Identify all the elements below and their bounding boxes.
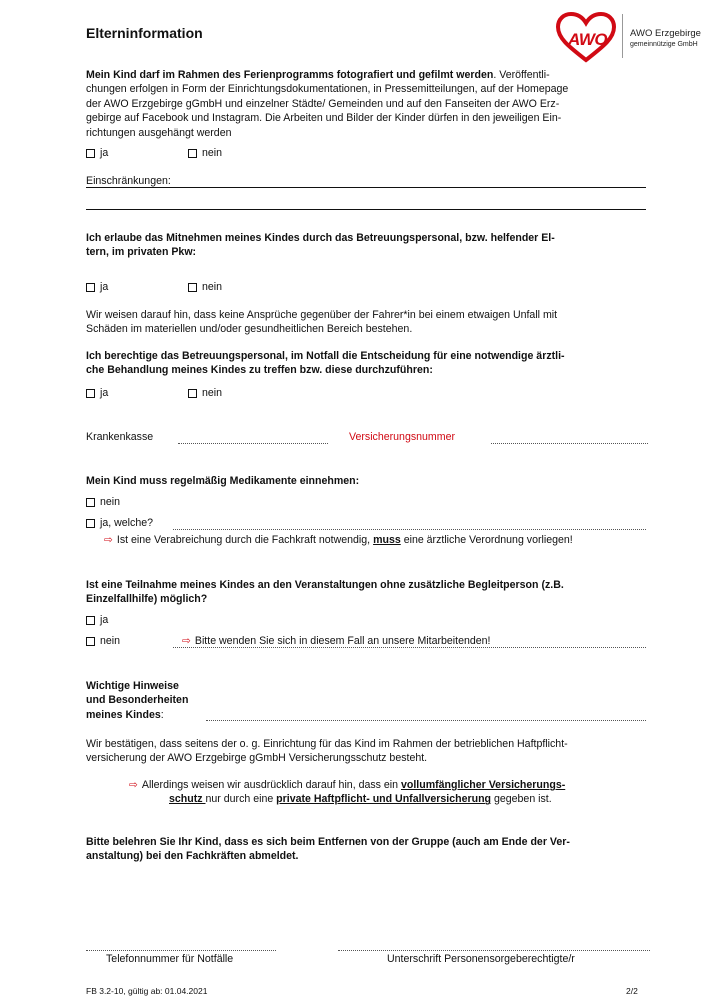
arrow-right-icon: ⇨ [182,635,191,647]
insurance-number-field[interactable] [491,443,648,444]
participation-yes-checkbox[interactable]: ja [86,613,108,627]
photo-consent-heading: Mein Kind darf im Rahmen des Ferienprogramms fotografiert und gefilmt werden [86,69,494,81]
important-notes-field[interactable] [206,720,646,721]
restrictions-line-2[interactable] [86,209,646,210]
org-name: AWO Erzgebirge [630,28,701,39]
medication-heading: Mein Kind muss regelmäßig Medikamente einnehmen: [86,475,360,487]
arrow-right-icon: ⇨ [104,534,113,546]
photo-no-checkbox[interactable]: nein [188,146,222,160]
participation-heading: Ist eine Teilnahme meines Kindes an den Veranstaltungen ohne zusätzliche Begleitperson (z.B. Einzelfallhilfe) möglich? [86,579,564,606]
car-consent-heading: Ich erlaube das Mitnehmen meines Kindes durch das Betreuungspersonal, bzw. helfender El- tern, im privaten Pkw: [86,232,555,259]
car-liability-note: Wir weisen darauf hin, dass keine Ansprüche gegenüber der Fahrer*in bei einem etwaigen Unfall mit Schäden im materiellen und/oder gesundheitlichen Bereich bestehen. [86,309,558,336]
logo-mark: AWO [568,30,608,49]
form-id: FB 3.2-10, gültig ab: 01.04.2021 [86,986,208,996]
arrow-right-icon: ⇨ [129,779,138,791]
participation-contact-note: ⇨ Bitte wenden Sie sich in diesem Fall an unsere Mitarbeitenden! [182,635,491,647]
health-insurance-field[interactable] [178,443,328,444]
car-yes-checkbox[interactable]: ja [86,280,108,294]
guardian-signature-label: Unterschrift Personensorgeberechtigte/r [387,953,575,965]
insurance-number-label: Versicherungsnummer [349,431,455,443]
guardian-signature-field[interactable] [338,950,650,951]
medication-no-checkbox[interactable]: nein [86,495,120,509]
health-insurance-label: Krankenkasse [86,431,154,443]
medication-which-field[interactable] [173,529,646,530]
car-no-checkbox[interactable]: nein [188,280,222,294]
org-type: gemeinnützige GmbH [630,41,698,48]
awo-logo [554,12,704,64]
medical-consent-heading: Ich berechtige das Betreuungspersonal, im Notfall die Entscheidung für eine notwendige ärztli- che Behandlung meines Kindes zu treffen bzw. diese durchzuführen: [86,350,565,377]
medical-no-checkbox[interactable]: nein [188,386,222,400]
restrictions-line-1[interactable] [86,187,646,188]
important-notes-label: Wichtige Hinweise und Besonderheiten meines Kindes: [86,680,189,721]
medication-prescription-note: ⇨ Ist eine Verabreichung durch die Fachkraft notwendig, muss eine ärztliche Verordnung vorliegen! [104,534,573,546]
medical-yes-checkbox[interactable]: ja [86,386,108,400]
photo-consent-text: Mein Kind darf im Rahmen des Ferienprogramms fotografiert und gefilmt werden. Veröffentli- chungen erfolgen in Form der Einrichtungsdokumentationen, in Pressemitteilungen, auf der Homepage der AWO Erzgebirge gGmbH und einzelner Städte/ Gemeinden und auf den Fanseiten der AWO Erz- gebirge auf Facebook und Instagram. Die Arbeiten und Bilder der Kinder dürfen in den jeweiligen Ein- richtungen ausgehängt werden [86,69,569,139]
page-title: Elterninformation [86,25,203,41]
emergency-phone-label: Telefonnummer für Notfälle [106,953,234,965]
logo-divider [622,14,623,58]
emergency-phone-field[interactable] [86,950,276,951]
restrictions-label: Einschränkungen: [86,175,171,187]
leaving-group-notice: Bitte belehren Sie Ihr Kind, dass es sich beim Entfernen von der Gruppe (auch am Ende der Ver- anstaltung) bei den Fachkräften abmeldet. [86,836,570,863]
participation-note-line [173,647,646,648]
insurance-recommendation-note: ⇨ Allerdings weisen wir ausdrücklich darauf hin, dass ein vollumfänglicher Versicherungs- schutz nur durch eine private Haftpflicht- und Unfallversicherung gegeben ist. [129,779,566,806]
medication-yes-checkbox[interactable]: ja, welche? [86,516,153,530]
participation-no-checkbox[interactable]: nein [86,634,120,648]
photo-yes-checkbox[interactable]: ja [86,146,108,160]
insurance-confirmation: Wir bestätigen, dass seitens der o. g. Einrichtung für das Kind im Rahmen der betrieblichen Haftpflicht- versicherung der AWO Erzgebirge gGmbH Versicherungsschutz besteht. [86,738,568,765]
page-number: 2/2 [626,986,638,996]
